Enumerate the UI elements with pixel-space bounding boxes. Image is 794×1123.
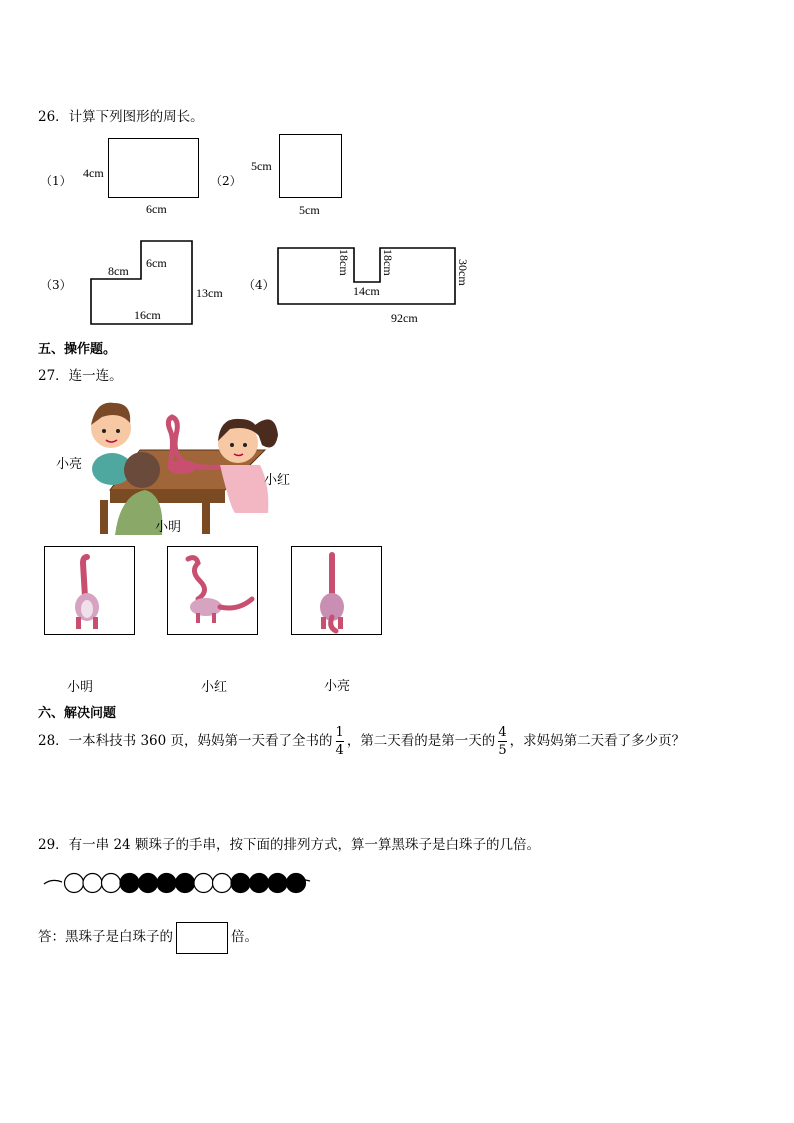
q29-answer-box[interactable]: [176, 922, 228, 954]
q28-part3: ，求妈妈第二天看了多少页？: [509, 733, 686, 749]
fig2-number: （2）: [210, 174, 242, 188]
black-bead: [176, 874, 195, 893]
q29-answer-suffix: 倍。: [231, 929, 258, 945]
fig1-number: （1）: [40, 174, 72, 188]
fig3-right-label: 13cm: [196, 286, 223, 300]
black-bead: [250, 874, 269, 893]
card-label-3: 小亮: [324, 679, 351, 694]
black-bead: [157, 874, 176, 893]
view-card-side[interactable]: [167, 546, 258, 635]
q27-prompt: 27．连一连。: [38, 368, 123, 384]
q29-answer-line: [38, 921, 258, 954]
q28-frac2-num: 4: [498, 725, 507, 740]
section6-title: 六、解决问题: [38, 706, 117, 721]
view-card-back[interactable]: [291, 546, 382, 635]
card-label-2: 小红: [201, 680, 228, 695]
fig4-number: （4）: [243, 278, 275, 292]
fig3-number: （3）: [40, 278, 72, 292]
fig4-notch-bottom-label: 14cm: [353, 284, 380, 298]
scene-label-front: 小明: [155, 520, 182, 535]
q26-prompt: 26．计算下列图形的周长。: [38, 109, 204, 125]
white-bead: [102, 874, 121, 893]
fig4-right-label: 30cm: [456, 259, 470, 286]
white-bead: [194, 874, 213, 893]
fig3-bottom-label: 16cm: [134, 308, 161, 322]
white-bead: [83, 874, 102, 893]
q28-fraction-2: [498, 726, 506, 757]
fig4-bottom-label: 92cm: [391, 311, 418, 325]
dinosaur-front-view: [45, 547, 134, 634]
fig1-height-label: 4cm: [83, 166, 104, 180]
scene-label-left: 小亮: [56, 457, 83, 472]
fig1-rectangle: [108, 138, 199, 198]
q28-fraction-1: [336, 726, 344, 757]
black-bead: [231, 874, 250, 893]
q28-part2: ，第二天看的是第一天的: [346, 733, 496, 749]
bead-bracelet: [40, 866, 315, 900]
black-bead: [287, 874, 306, 893]
fig2-square: [279, 134, 342, 198]
q28-text: [38, 724, 685, 758]
fig4-notch-right-label: 18cm: [381, 249, 395, 276]
fig4-notch-left-label: 18cm: [337, 249, 351, 276]
fig4-shape: [272, 242, 470, 310]
q29-prompt: 29．有一串 24 颗珠子的手串，按下面的排列方式，算一算黑珠子是白珠子的几倍。: [38, 837, 540, 853]
black-bead: [268, 874, 287, 893]
q28-part1: 28．一本科技书 360 页，妈妈第一天看了全书的: [38, 733, 333, 749]
fig2-height-label: 5cm: [251, 159, 272, 173]
q28-frac2-den: 5: [498, 743, 507, 758]
white-bead: [65, 874, 84, 893]
white-bead: [213, 874, 232, 893]
fig3-step-label: 8cm: [108, 264, 129, 278]
dinosaur-back-view: [292, 547, 381, 634]
black-bead: [139, 874, 158, 893]
fig2-width-label: 5cm: [299, 203, 320, 217]
scene-label-right: 小红: [264, 473, 291, 488]
card-label-1: 小明: [67, 680, 94, 695]
fig3-top-label: 6cm: [146, 256, 167, 270]
dinosaur-side-view: [168, 547, 257, 634]
q29-answer-prefix: 答：黑珠子是白珠子的: [38, 929, 173, 945]
section5-title: 五、操作题。: [38, 342, 117, 357]
q28-frac1-den: 4: [335, 743, 344, 758]
children-dinosaur-scene: [90, 395, 290, 535]
view-card-front[interactable]: [44, 546, 135, 635]
black-bead: [120, 874, 139, 893]
q28-frac1-num: 1: [335, 725, 344, 740]
fig1-width-label: 6cm: [146, 202, 167, 216]
